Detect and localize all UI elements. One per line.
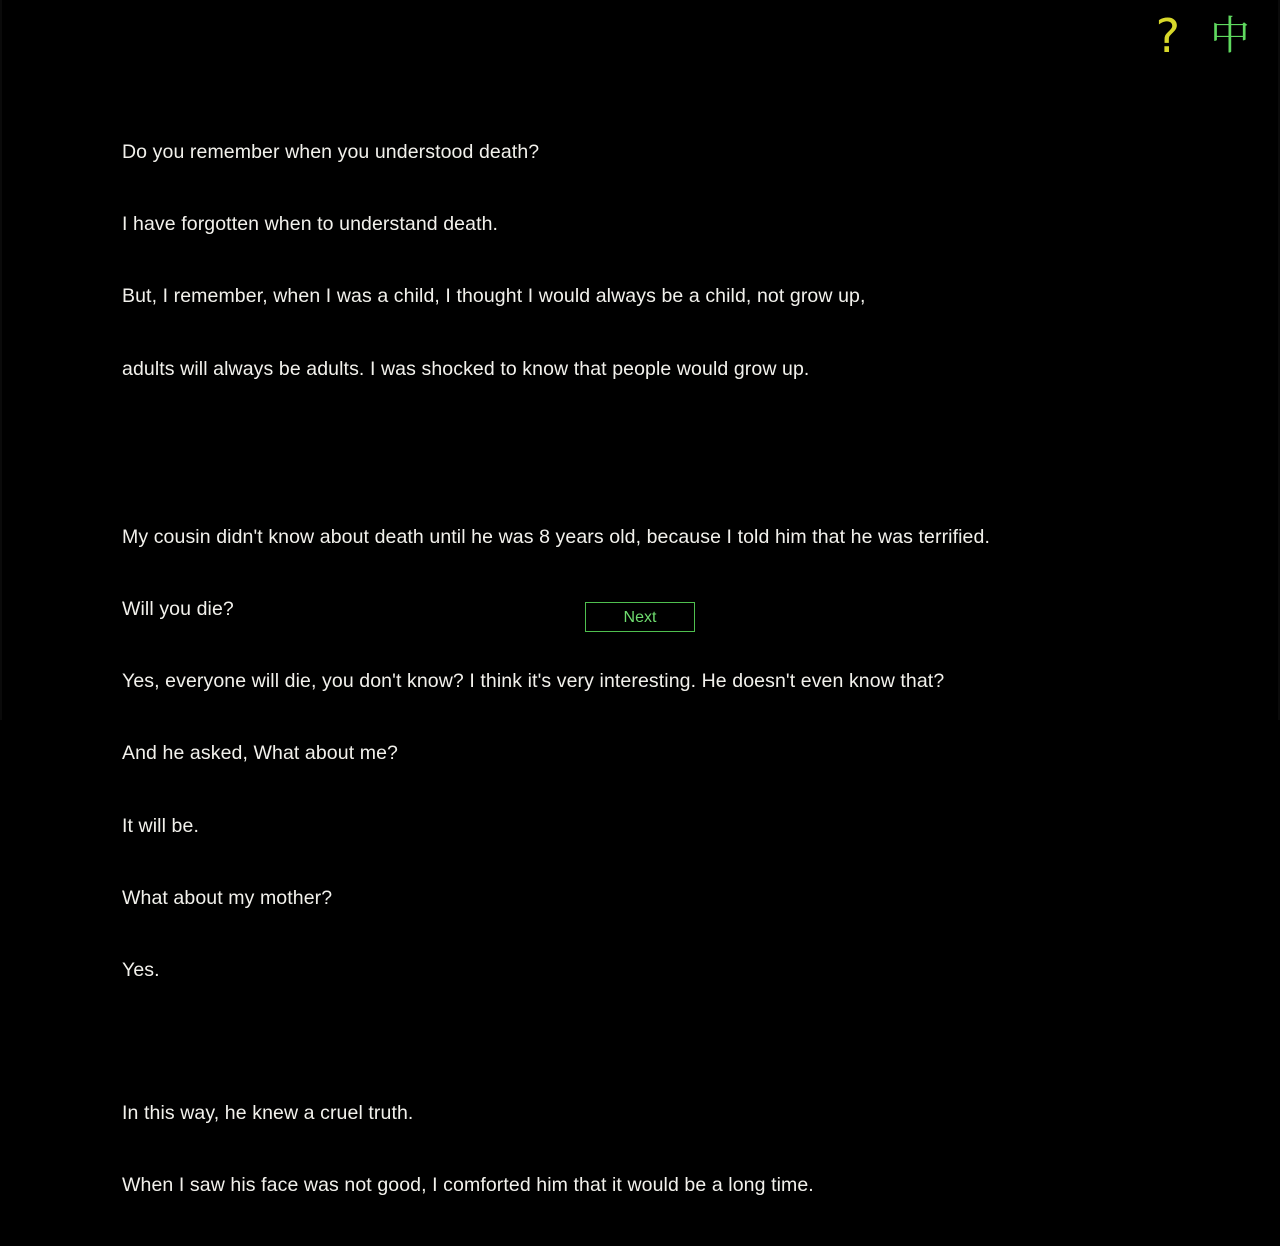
story-line: Yes. bbox=[122, 959, 160, 982]
next-button-container bbox=[0, 602, 1280, 632]
story-line: My cousin didn't know about death until he was 8 years old, because I told him that he was terrified. bbox=[122, 525, 990, 548]
story-line: And he asked, What about me? bbox=[122, 742, 398, 765]
story-line: adults will always be adults. I was shocked to know that people would grow up. bbox=[122, 357, 810, 380]
story-paragraph-3 bbox=[122, 1053, 1162, 1245]
story-line: When I saw his face was not good, I comforted him that it would be a long time. bbox=[122, 1174, 814, 1197]
story-text-area bbox=[122, 92, 1162, 1246]
story-line: What about my mother? bbox=[122, 886, 333, 909]
top-bar-icons bbox=[1156, 8, 1250, 64]
help-icon[interactable]: ? bbox=[1155, 9, 1180, 63]
story-line: In this way, he knew a cruel truth. bbox=[122, 1102, 414, 1125]
story-line: It will be. bbox=[122, 814, 199, 837]
story-line: Yes, everyone will die, you don't know? I think it's very interesting. He doesn't even know that? bbox=[122, 670, 945, 693]
story-line: Do you remember when you understood death? bbox=[122, 141, 540, 163]
language-icon[interactable]: 中 bbox=[1210, 13, 1250, 59]
story-line: Will you die? bbox=[122, 598, 234, 621]
story-paragraph-2 bbox=[122, 477, 1162, 1030]
top-bar bbox=[0, 0, 1280, 72]
story-paragraph-1 bbox=[122, 92, 1162, 429]
story-line: But, I remember, when I was a child, I thought I would always be a child, not grow up, bbox=[122, 285, 866, 308]
next-button[interactable]: Next bbox=[585, 602, 695, 632]
story-line: I have forgotten when to understand death. bbox=[122, 213, 499, 236]
